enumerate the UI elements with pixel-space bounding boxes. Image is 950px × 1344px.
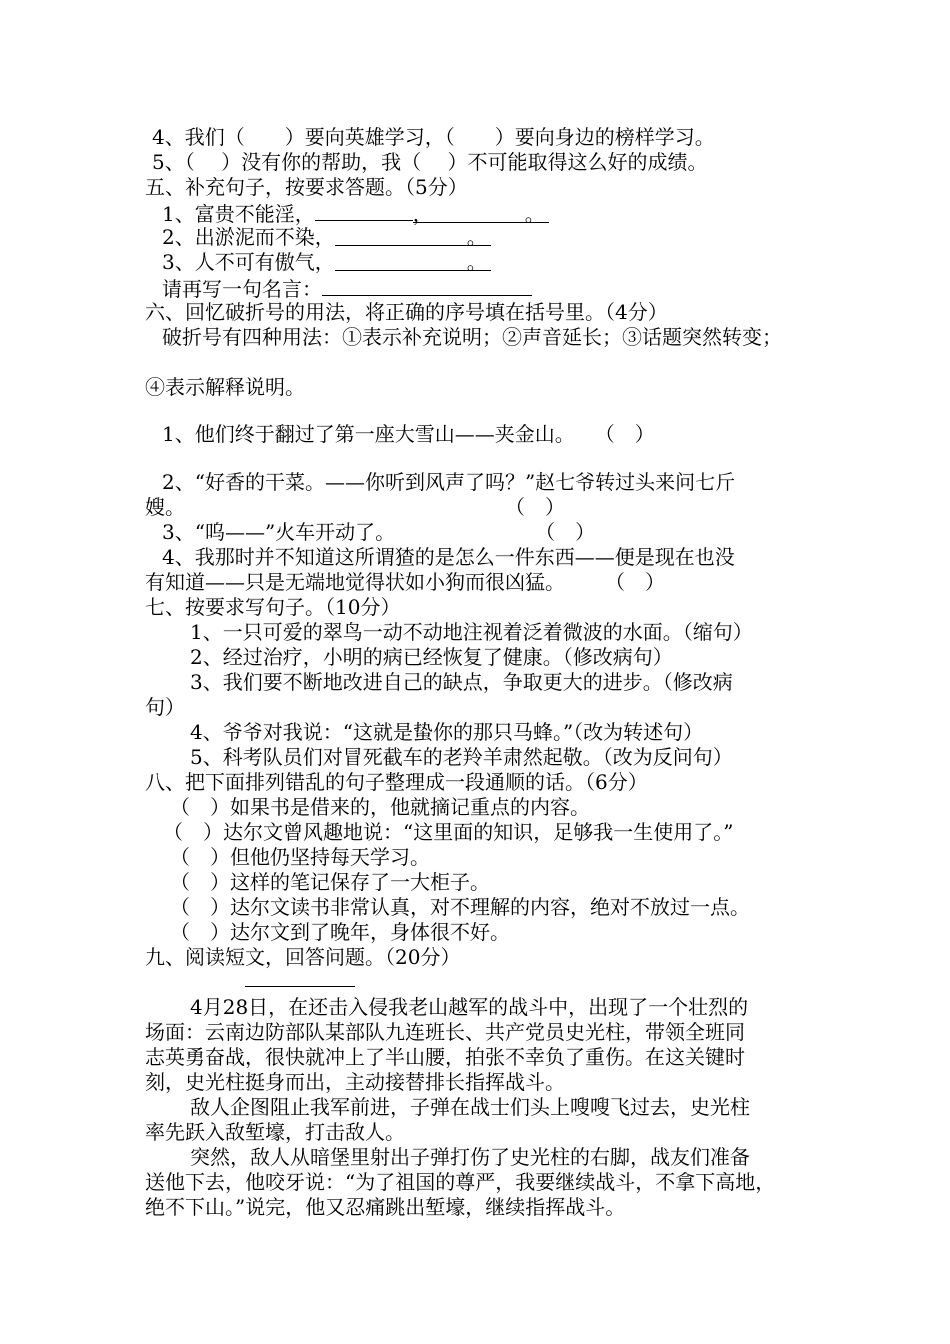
sec5-item-1-comma: ， — [412, 202, 433, 226]
sec6-intro-line-1: 破折号有四种用法：①表示补充说明；②声音延长；③话题突然转变； — [162, 325, 782, 349]
blank-line[interactable] — [335, 250, 491, 274]
passage-p1-line-4: 刻，史光柱挺身而出，主动接替排长指挥战斗。 — [145, 1070, 565, 1094]
sec7-item-3-line-1: 3、我们要不断地改进自己的缺点，争取更大的进步。（修改病 — [190, 670, 733, 694]
sec8-item: （ ）但他仍坚持每天学习。 — [170, 845, 430, 869]
section-8-heading: 八、把下面排列错乱的句子整理成一段通顺的话。（6分） — [145, 770, 648, 794]
sec6-intro-line-2: ④表示解释说明。 — [145, 375, 305, 399]
section-5-heading: 五、补充句子，按要求答题。（5分） — [145, 175, 468, 199]
sec5-extra-label: 请再写一句名言： — [162, 277, 322, 301]
sec7-item-3-line-2: 句） — [145, 695, 185, 719]
sec5-item-1-prefix: 1、富贵不能淫， — [162, 202, 315, 226]
blank-line[interactable] — [335, 225, 491, 249]
sec8-item: （ ）达尔文曾风趣地说：“这里面的知识，足够我一生使用了。” — [163, 820, 734, 844]
sec6-item-2-line-2: 嫂。 （ ） — [145, 495, 565, 519]
passage-p3-line-3: 绝不下山。”说完，他又忍痛跳出堑壕，继续指挥战斗。 — [145, 1195, 626, 1219]
sec6-item-1: 1、他们终于翻过了第一座大雪山——夹金山。 （ ） — [162, 422, 655, 446]
sec5-item-3 — [162, 250, 491, 275]
blank-line[interactable] — [322, 275, 532, 296]
sec5-item-3-period: 。 — [466, 250, 487, 274]
title-blank-line[interactable] — [245, 986, 355, 987]
sec6-item-3: 3、“呜——”火车开动了。 （ ） — [162, 520, 596, 544]
q4-item-4: 4、我们（ ）要向英雄学习，（ ）要向身边的榜样学习。 — [152, 125, 715, 149]
passage-p3-line-2: 送他下去，他咬牙说：“为了祖国的尊严，我要继续战斗，不拿下高地， — [145, 1170, 776, 1194]
passage-p2-line-2: 率先跃入敌堑壕，打击敌人。 — [145, 1120, 405, 1144]
sec7-item-5: 5、科考队员们对冒死截车的老羚羊肃然起敬。（改为反问句） — [190, 745, 733, 769]
sec6-item-4-line-2: 有知道——只是无端地觉得状如小狗而很凶猛。 （ ） — [145, 570, 665, 594]
sec5-item-2 — [162, 225, 491, 250]
sec5-item-3-prefix: 3、人不可有傲气， — [162, 250, 335, 274]
sec5-item-2-prefix: 2、出淤泥而不染， — [162, 225, 335, 249]
sec5-item-1-period: 。 — [524, 202, 545, 226]
q4-item-5: 5、（ ）没有你的帮助，我（ ）不可能取得这么好的成绩。 — [152, 150, 708, 174]
sec5-item-1 — [162, 200, 549, 227]
passage-p3-line-1: 突然，敌人从暗堡里射出子弹打伤了史光柱的右脚，战友们准备 — [190, 1145, 750, 1169]
passage-p2-line-1: 敌人企图阻止我军前进，子弹在战士们头上嗖嗖飞过去，史光柱 — [190, 1095, 750, 1119]
section-7-heading: 七、按要求写句子。（10分） — [145, 595, 401, 619]
blank-line[interactable] — [315, 200, 413, 221]
blank-line[interactable] — [412, 202, 549, 226]
sec8-item: （ ）达尔文读书非常认真，对不理解的内容，绝对不放过一点。 — [170, 895, 750, 919]
sec7-item-4: 4、爷爷对我说：“这就是蛰你的那只马蜂。”（改为转述句） — [190, 720, 704, 744]
sec8-item: （ ）这样的笔记保存了一大柜子。 — [170, 870, 490, 894]
section-9-heading: 九、阅读短文，回答问题。（20分） — [145, 945, 461, 969]
sec6-item-4-line-1: 4、我那时并不知道这所谓猹的是怎么一件东西——便是现在也没 — [162, 545, 735, 569]
passage-p1-line-1: 4月28日，在还击入侵我老山越军的战斗中，出现了一个壮烈的 — [190, 995, 749, 1019]
sec5-item-2-period: 。 — [466, 225, 487, 249]
sec6-item-2-line-1: 2、“好香的干菜。——你听到风声了吗？”赵七爷转过头来问七斤 — [162, 470, 736, 494]
passage-p1-line-3: 志英勇奋战，很快就冲上了半山腰，拍张不幸负了重伤。在这关键时 — [145, 1045, 745, 1069]
sec8-item: （ ）达尔文到了晚年，身体很不好。 — [170, 920, 510, 944]
passage-p1-line-2: 场面：云南边防部队某部队九连班长、共产党员史光柱，带领全班同 — [145, 1020, 745, 1044]
sec7-item-1: 1、一只可爱的翠鸟一动不动地注视着泛着微波的水面。（缩句） — [190, 620, 753, 644]
sec7-item-2: 2、经过治疗，小明的病已经恢复了健康。（修改病句） — [190, 645, 673, 669]
sec5-extra — [162, 275, 532, 302]
sec8-item: （ ）如果书是借来的，他就摘记重点的内容。 — [170, 795, 590, 819]
section-6-heading: 六、回忆破折号的用法，将正确的序号填在括号里。（4分） — [145, 300, 668, 324]
